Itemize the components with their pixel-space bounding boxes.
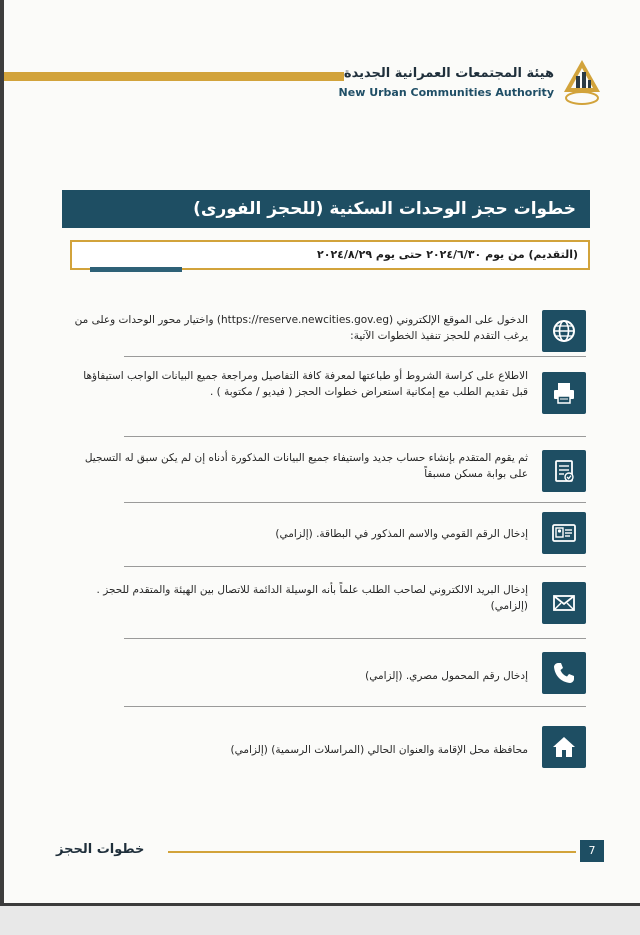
step-5-text: إدخال البريد الالكتروني لصاحب الطلب علماً بأنه الوسيلة الدائمة للاتصال بين الهيئة والمتقدم للحجز . (إلزامي): [96, 584, 528, 612]
step-1-text: الدخول على الموقع الإلكتروني (https://reserve.newcities.gov.eg) واختيار محور الوحدات وعلى من يرغب التقدم للحجز تنفيذ الخطوات الآتية:: [74, 314, 528, 342]
step-divider: [124, 502, 586, 503]
step-2-text: الاطلاع على كراسة الشروط أو طباعتها لمعرفة كافة التفاصيل ومراجعة جميع البيانات الواجب استيفاؤها قبل تقديم الطلب مع إمكانية استعراض خطوات الحجز ( فيديو / مكتوبة ) .: [83, 370, 528, 398]
form-check-icon: [542, 450, 586, 492]
org-name-english: New Urban Communities Authority: [338, 86, 554, 99]
id-card-icon: [542, 512, 586, 554]
footer-accent-line: [168, 851, 576, 853]
step-divider: [124, 356, 586, 357]
step-7-text: محافظة محل الإقامة والعنوان الحالي (المراسلات الرسمية) (إلزامي): [230, 744, 528, 756]
phone-icon: [542, 652, 586, 694]
home-icon: [542, 726, 586, 768]
printer-icon: [542, 372, 586, 414]
date-accent-bar: [90, 267, 182, 272]
step-4-text: إدخال الرقم القومي والاسم المذكور في البطاقة. (إلزامي): [275, 528, 528, 540]
globe-icon: [542, 310, 586, 352]
step-divider: [124, 436, 586, 437]
document-page: [4, 0, 640, 903]
header-accent-bar: [4, 72, 344, 81]
envelope-icon: [542, 582, 586, 624]
step-divider: [124, 706, 586, 707]
step-divider: [124, 566, 586, 567]
viewer-bottom-strip: [0, 903, 640, 935]
application-period: (التقديم) من يوم ٢٠٢٤/٦/٣٠ حتى يوم ٢٠٢٤/٨/٢٩: [70, 240, 590, 270]
footer-section-title: خطوات الحجز: [56, 842, 145, 857]
step-3-text: ثم يقوم المتقدم بإنشاء حساب جديد واستيفاء جميع البيانات المذكورة أدناه إن لم يكن سبق له التسجيل على بوابة مسكن مسبقاً: [84, 452, 528, 480]
nuca-logo-icon: [560, 58, 604, 108]
org-name-arabic: هيئة المجتمعات العمرانية الجديدة: [343, 66, 554, 81]
page-number: 7: [580, 840, 604, 862]
step-divider: [124, 638, 586, 639]
step-6-text: إدخال رقم المحمول مصري. (إلزامي): [365, 670, 528, 682]
page-title: خطوات حجز الوحدات السكنية (للحجز الفورى): [62, 190, 590, 228]
